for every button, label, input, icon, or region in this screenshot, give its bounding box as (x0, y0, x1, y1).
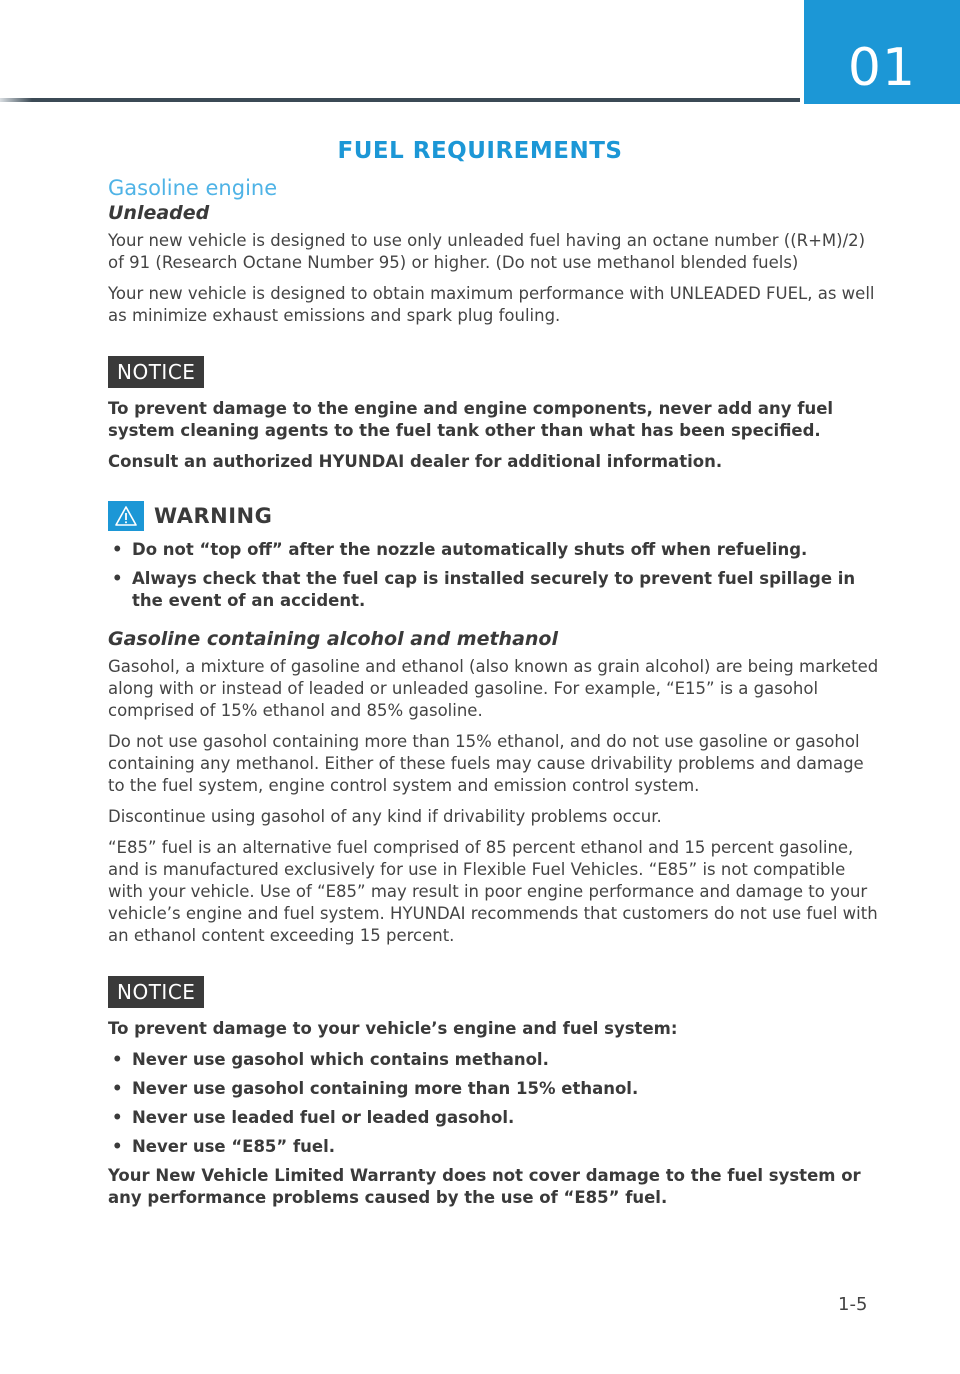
paragraph: Gasohol, a mixture of gasoline and ethanol (also known as grain alcohol) are being marketed along with or instead of leaded or unleaded gasoline. For example, “E15” is a gasohol comprised of 15% ethanol and 85% gasoline. (108, 657, 879, 720)
notice-text: Your New Vehicle Limited Warranty does not cover damage to the fuel system or any performance problems caused by the use of “E85” fuel. (108, 1166, 861, 1207)
notice-label: NOTICE (108, 356, 204, 388)
warning-block (108, 501, 884, 612)
warning-triangle-icon (108, 501, 144, 531)
notice-text: Consult an authorized HYUNDAI dealer for additional information. (108, 452, 723, 471)
paragraph: Discontinue using gasohol of any kind if drivability problems occur. (108, 807, 662, 826)
paragraph: Your new vehicle is designed to use only unleaded fuel having an octane number ((R+M)/2) of 91 (Research Octane Number 95) or higher. (Do not use methanol blended fuels) (108, 231, 866, 272)
warning-header (108, 501, 884, 531)
unleaded-subheading: Unleaded (108, 202, 210, 224)
page-number: 1-5 (838, 1294, 868, 1315)
section-title: FUEL REQUIREMENTS (337, 138, 623, 164)
list-item: • Always check that the fuel cap is installed securely to prevent fuel spillage in the event of an accident. (108, 568, 884, 612)
list-item: • Never use gasohol containing more than 15% ethanol. (108, 1078, 884, 1100)
header-rule (0, 98, 800, 102)
list-item: • Do not “top off” after the nozzle automatically shuts off when refueling. (108, 539, 884, 561)
list-item: • Never use gasohol which contains methanol. (108, 1049, 884, 1071)
chapter-tab: 01 (804, 0, 960, 104)
notice-text: To prevent damage to your vehicle’s engine and fuel system: (108, 1019, 678, 1038)
notice-block (108, 336, 884, 473)
paragraph: “E85” fuel is an alternative fuel comprised of 85 percent ethanol and 15 percent gasoline, and is manufactured exclusively for use in Flexible Fuel Vehicles. “E85” is not compatible with your vehicle. Use of “E85” may result in poor engine performance and damage to your vehicle’s engine and fuel system. HYUNDAI recommends that customers do not use fuel with an ethanol content exceeding 15 percent. (108, 838, 878, 945)
list-item: • Never use “E85” fuel. (108, 1136, 884, 1158)
notice-label: NOTICE (108, 976, 204, 1008)
notice-text: To prevent damage to the engine and engine components, never add any fuel system cleaning agents to the fuel tank other than what has been specified. (108, 399, 834, 440)
alcohol-subheading: Gasoline containing alcohol and methanol (108, 628, 558, 650)
gasoline-engine-heading: Gasoline engine (108, 176, 278, 200)
warning-list (108, 539, 884, 612)
paragraph: Do not use gasohol containing more than 15% ethanol, and do not use gasoline or gasohol containing any methanol. Either of these fuels may cause drivability problems and damage to the fuel system, engine control system and emission control system. (108, 732, 864, 795)
list-item: • Never use leaded fuel or leaded gasohol. (108, 1107, 884, 1129)
notice-list (108, 1049, 884, 1158)
warning-label: WARNING (154, 504, 273, 528)
page-content (108, 176, 884, 1218)
paragraph: Your new vehicle is designed to obtain maximum performance with UNLEADED FUEL, as well as minimize exhaust emissions and spark plug fouling. (108, 284, 875, 325)
notice-block (108, 956, 884, 1209)
